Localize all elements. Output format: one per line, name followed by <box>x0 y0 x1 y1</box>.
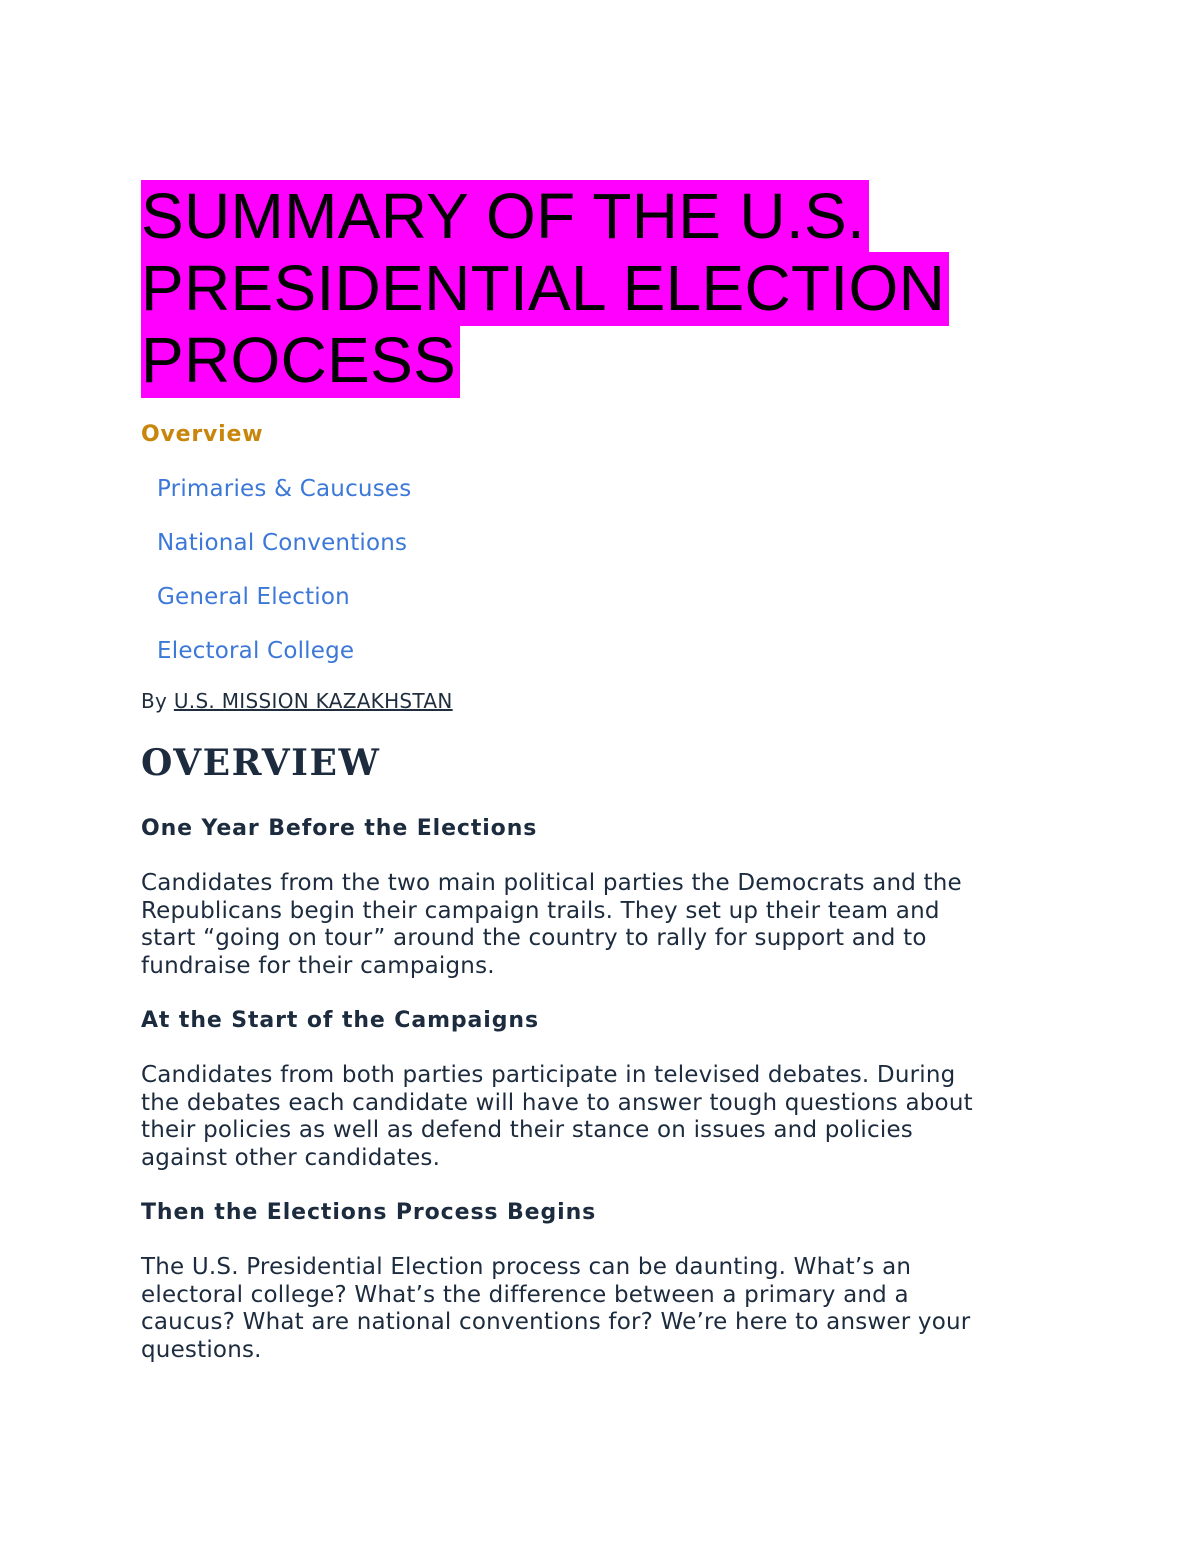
paragraph-line: Candidates from the two main political parties the Democrats and the <box>141 870 962 896</box>
byline-prefix: By <box>141 689 168 713</box>
toc-link-primaries-caucuses[interactable]: Primaries & Caucuses <box>157 476 412 502</box>
title-line-2: PRESIDENTIAL ELECTION <box>141 252 949 326</box>
paragraph-line: against other candidates. <box>141 1144 441 1171</box>
title-line-3: PROCESS <box>141 324 460 398</box>
paragraph-line: the debates each candidate will have to answer tough questions about <box>141 1089 973 1116</box>
overview-link[interactable]: Overview <box>141 422 264 447</box>
paragraph-line: Republicans begin their campaign trails. They set up their team and <box>141 897 940 924</box>
byline <box>141 688 1041 714</box>
byline-author-link[interactable]: U.S. MISSION KAZAKHSTAN <box>173 689 453 713</box>
section-heading-overview: OVERVIEW <box>141 742 381 784</box>
paragraph-line: questions. <box>141 1336 262 1363</box>
document-title <box>141 180 1041 396</box>
paragraph-line: Candidates from both parties participate in televised debates. During <box>141 1062 956 1088</box>
table-of-contents <box>141 474 1041 666</box>
subheading-process-begins: Then the Elections Process Begins <box>141 1200 597 1225</box>
paragraph-process-begins <box>141 1254 1041 1364</box>
toc-link-general-election[interactable]: General Election <box>157 584 350 610</box>
document-page <box>141 180 1041 1364</box>
toc-link-electoral-college[interactable]: Electoral College <box>157 638 355 664</box>
paragraph-one-year-before <box>141 870 1041 980</box>
paragraph-line: caucus? What are national conventions for? We’re here to answer your <box>141 1309 971 1335</box>
paragraph-line: start “going on tour” around the country to rally for support and to <box>141 925 927 951</box>
toc-link-national-conventions[interactable]: National Conventions <box>157 530 408 556</box>
paragraph-line: The U.S. Presidential Election process can be daunting. What’s an <box>141 1254 912 1280</box>
subheading-start-of-campaigns: At the Start of the Campaigns <box>141 1008 539 1033</box>
subheading-one-year-before: One Year Before the Elections <box>141 816 538 841</box>
paragraph-line: electoral college? What’s the difference between a primary and a <box>141 1281 909 1308</box>
paragraph-line: fundraise for their campaigns. <box>141 952 495 979</box>
title-line-1: SUMMARY OF THE U.S. <box>141 180 869 254</box>
paragraph-line: their policies as well as defend their stance on issues and policies <box>141 1117 913 1143</box>
paragraph-start-of-campaigns <box>141 1062 1041 1172</box>
